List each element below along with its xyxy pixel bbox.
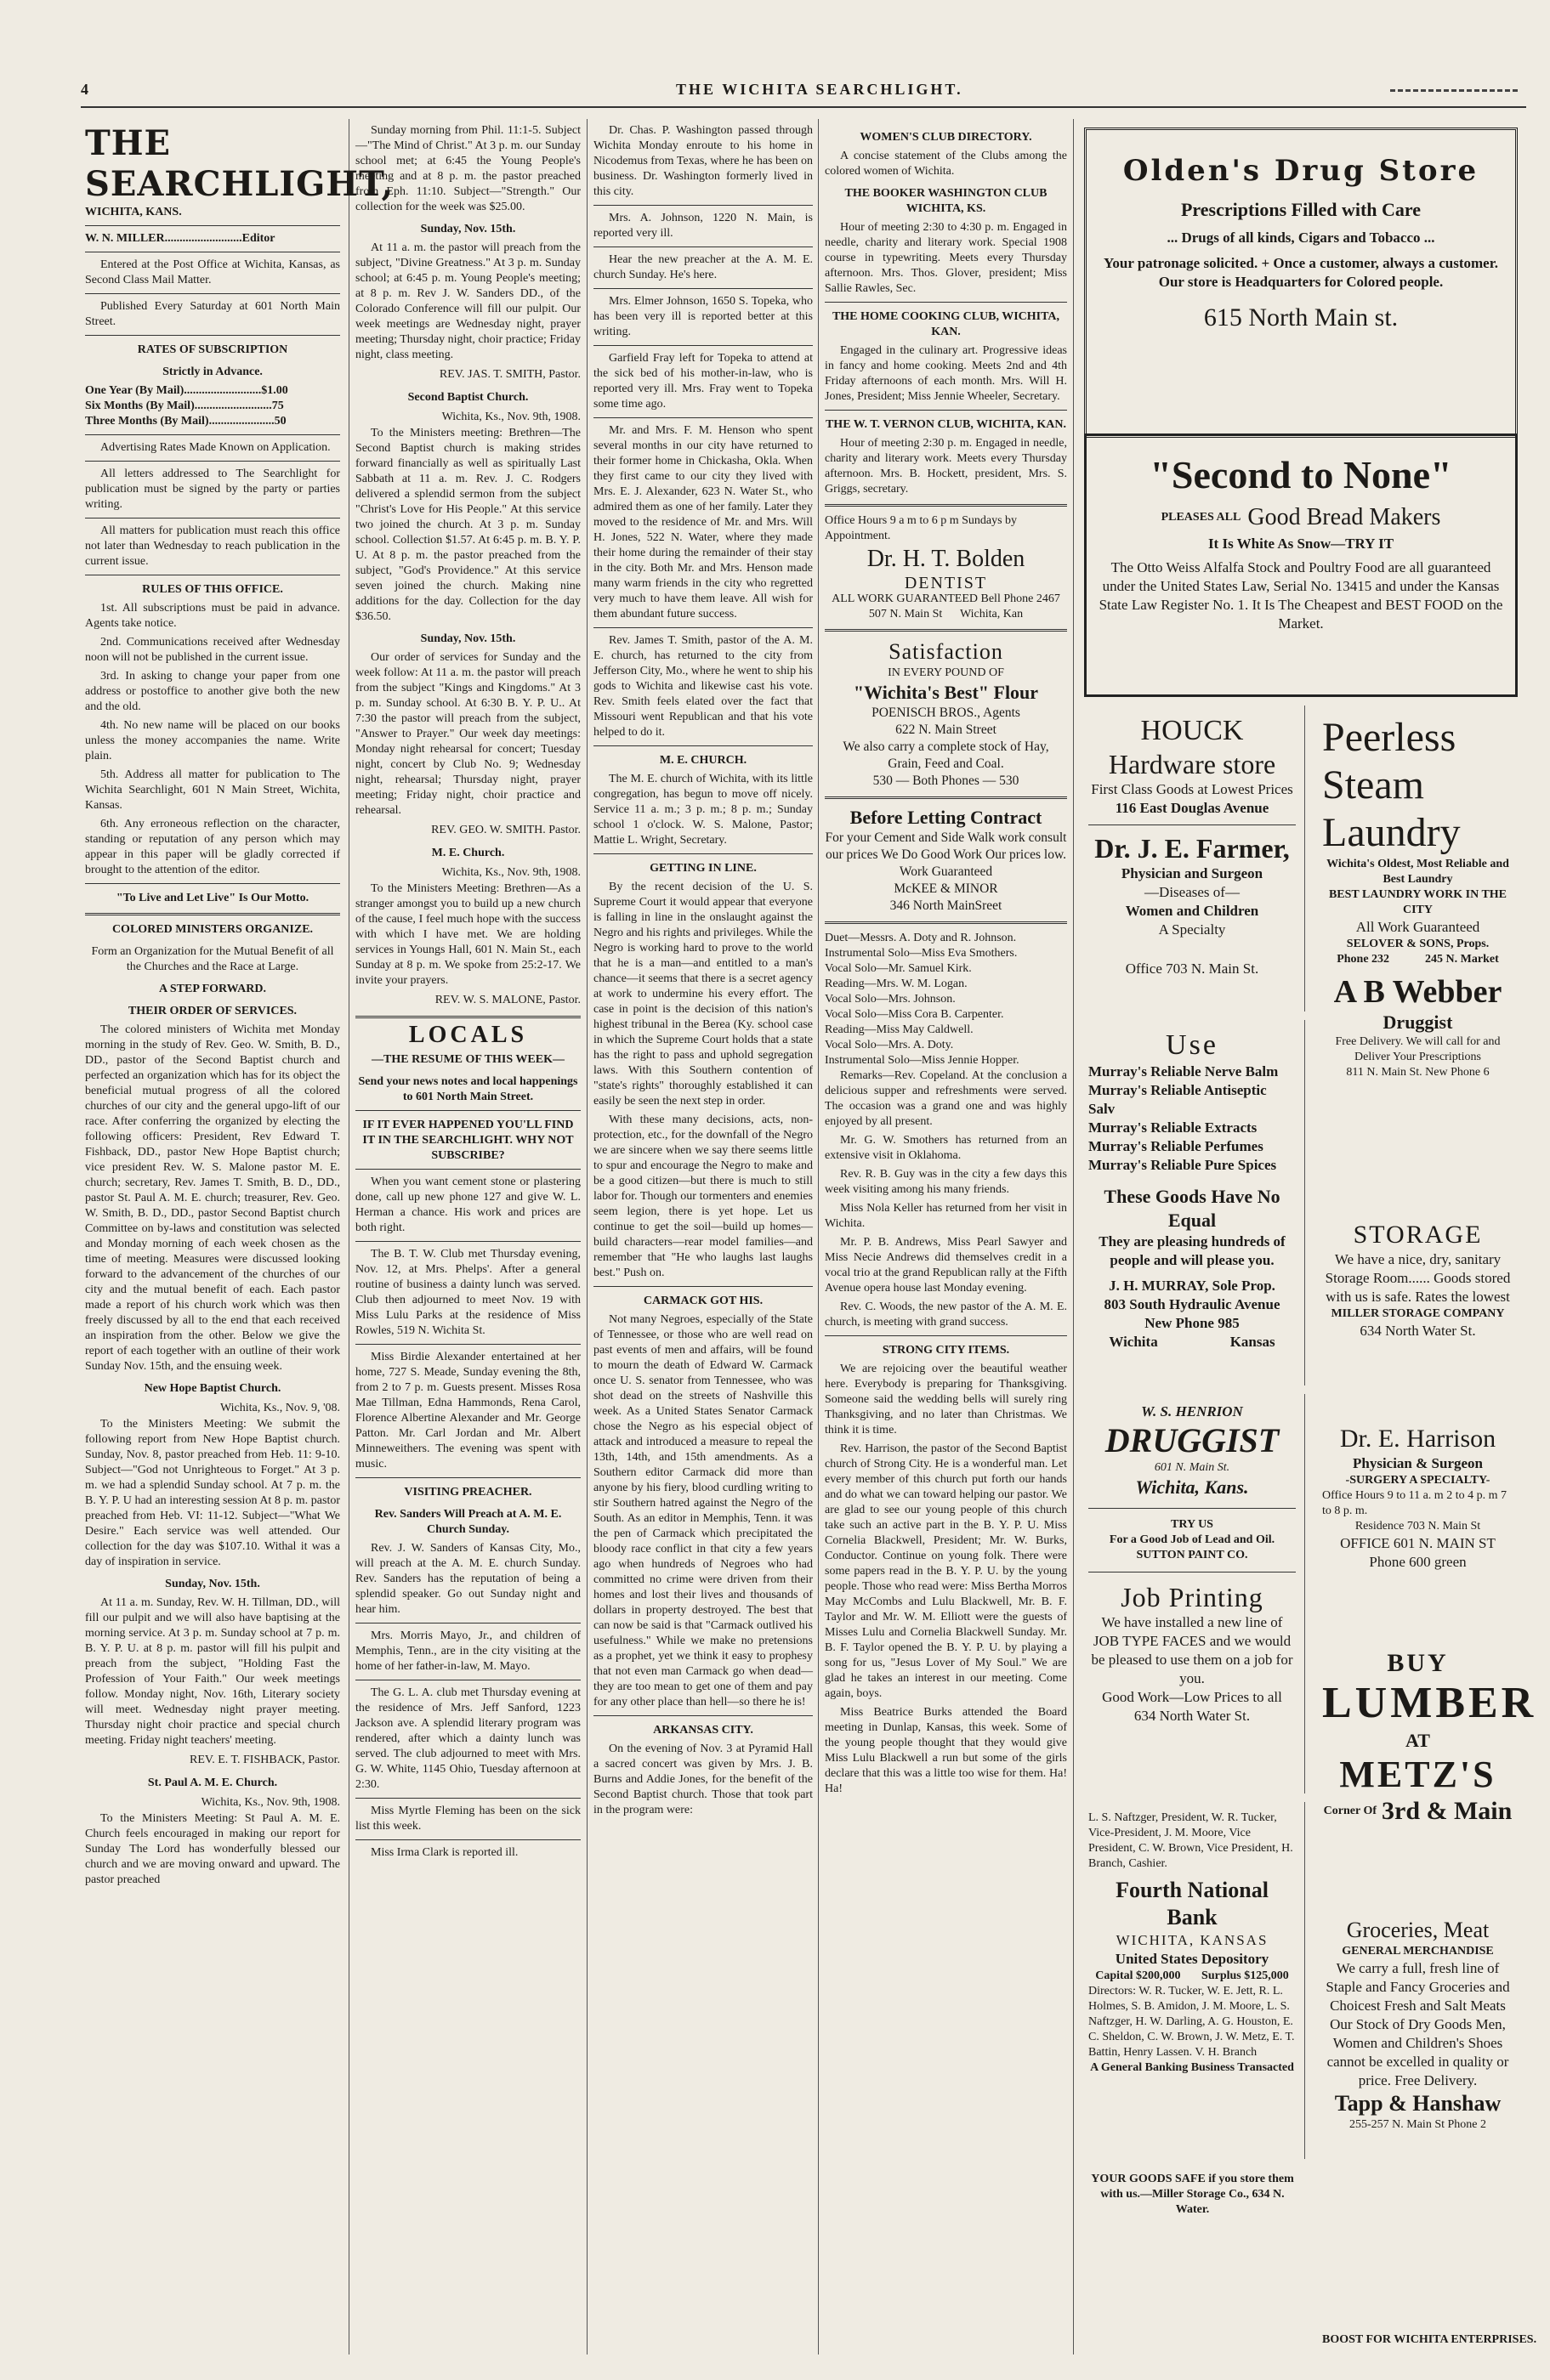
lumber-word: LUMBER xyxy=(1322,1679,1537,1727)
peerless-props: SELOVER & SONS, Props. xyxy=(1346,938,1490,950)
harrison-title: Physician & Surgeon xyxy=(1352,1455,1484,1471)
article-headline: ARKANSAS CITY. xyxy=(653,1724,753,1737)
job-text: We have installed a new line of JOB TYPE FACES and we would be pleased to use them on a job for you. xyxy=(1091,1614,1293,1686)
olden-products: ... Drugs of all kinds, Cigars and Tobacco ... xyxy=(1167,230,1435,246)
lumber-corner-label: Corner Of xyxy=(1323,1805,1377,1817)
column-2 xyxy=(355,123,581,2359)
bank-capital: Capital $200,000 Surplus $125,000 xyxy=(1095,1969,1289,1982)
advertising-rates: Advertising Rates Made Known on Application. xyxy=(100,441,331,454)
harrison-phone: Phone 600 green xyxy=(1369,1554,1467,1570)
column-1 xyxy=(85,123,395,2359)
second-otto: The Otto Weiss Alfalfa Stock and Poultry Food are all guaranteed under the United States Law, Serial No. 13415 and under the Kansas State Law Register No. 1. It Is The Cheapest and BEST FOOD on the Market. xyxy=(1099,559,1503,632)
storage-ad xyxy=(1314,1211,1522,1415)
webber-name: A B Webber xyxy=(1333,974,1502,1010)
article-paragraph: Our order of services for Sunday and the week follow: At 11 a. m. the pastor will preach from the subject "Kings and Kingdoms." At 3 p. m. Sunday school. At 6:30 B. Y. P. U.. At 7:30 the pastor will preach from the subject, "Answer to Prayer." Our week day meetings: Monday night rehearsal for concert; Tuesday night, concert by Club No. 9; Wednesday night, rehearsal; Thursday night, prayer meeting; Friday night, choir practice and rehearsal. xyxy=(355,651,581,817)
houck-name: HOUCK xyxy=(1140,715,1244,746)
club-directory-intro: A concise statement of the Clubs among the colored women of Wichita. xyxy=(825,150,1067,178)
job-address: 634 North Water St. xyxy=(1133,1708,1251,1724)
article-headline: STRONG CITY ITEMS. xyxy=(882,1344,1010,1357)
article-paragraph: At 11 a. m. Sunday, Rev. W. H. Tillman, DD., will fill our pulpit and we will also have baptising at the morning service. At 3 p. m. Sunday school at 7 p. m. B. Y. P. U. at 8 p. m. pastor will fill his pulpit and preach from the subject, "Holding Fast the Profession of Your Faith." Our week meetings follow. Monday night, Nov. 16th, Literary society will meet. Wednesday night prayer meeting. Thursday night choir practice and special church meeting. Friday night teachers' meeting. xyxy=(85,1596,340,1747)
second-to-none-ad xyxy=(1084,434,1518,697)
bolden-guarantee: ALL WORK GUARANTEED Bell Phone 2467 xyxy=(832,592,1060,605)
rule-item: 2nd. Communications received after Wednesday noon will not be published in the current issue. xyxy=(85,636,340,664)
local-item: Mrs. Morris Mayo, Jr., and children of Memphis, Tenn., are in the city visiting at the home of her father-in-law, M. Mayo. xyxy=(355,1629,581,1673)
local-item: Rev. J. W. Sanders of Kansas City, Mo., will preach at the A. M. E. church Sunday. Rev. Sanders has the reputation of being a splendid speaker. Go out Sunday night and hear him. xyxy=(355,1542,581,1616)
program-item: Reading—Mrs. W. M. Logan. xyxy=(825,978,968,990)
flour-address: 622 N. Main Street xyxy=(895,722,996,737)
lumber-corner: 3rd & Main xyxy=(1382,1797,1513,1825)
header-rule xyxy=(81,106,1526,108)
henrion-druggist: DRUGGIST xyxy=(1104,1421,1280,1459)
club-title: THE W. T. VERNON CLUB, WICHITA, KAN. xyxy=(825,418,1067,431)
header-dash-ornament xyxy=(1390,89,1518,92)
article-paragraph: To the Ministers meeting: Brethren—The Second Baptist church is making strides forward financially as well as spiritually Last Sabbath at 11 a. m. Rev. J. C. Rodgers delivered a splendid sermon from the subject "Christ's Love for His People." At this service two joined the church. At 3 p. m. Sunday school. Collection $1.57. At 6:45 p. m. B. Y. P. U. At 8 p. m. the pastor preached from the subject, "God's Providence." At this service seven joined the church. Making nine additions for the day. Collection for the day $36.50. xyxy=(355,427,581,623)
storage-company: MILLER STORAGE COMPANY xyxy=(1331,1307,1505,1320)
harrison-name: Dr. E. Harrison xyxy=(1339,1425,1496,1453)
program-item: Vocal Solo—Mrs. Johnson. xyxy=(825,993,956,1006)
subscribe-prompt: IF IT EVER HAPPENED YOU'LL FIND IT IN THE SEARCHLIGHT. WHY NOT SUBSCRIBE? xyxy=(362,1119,574,1162)
flour-heading: Satisfaction xyxy=(889,639,1003,664)
bank-officers: L. S. Naftzger, President, W. R. Tucker, Vice-President, J. M. Moore, Vice President, C. W. Brown, Vice President, H. Branch, Cashier. xyxy=(1088,1811,1293,1870)
farmer-specialty: A Specialty xyxy=(1158,921,1226,938)
local-item: Mrs. Elmer Johnson, 1650 S. Topeka, who has been very ill is reported better at this writing. xyxy=(593,295,813,338)
houck-address: 116 East Douglas Avenue xyxy=(1115,800,1269,816)
club-description: Engaged in the culinary art. Progressive ideas in fancy and home cooking. Meets 2nd and 4th Friday afternoons of each month. Mrs. Will H. Jones, President; Miss Jennie Wheeler, Secretary. xyxy=(825,344,1067,403)
article-paragraph: Rev. Harrison, the pastor of the Second Baptist church of Strong City. He is a wonderful man. Let every member of this church put forth our hands and do what we can toward helping our pastor. We are glad to see our young people of this church take such an active part in the B. Y. P. U. Miss Cornelia Blackwell, President; Mr. W. Burks, Conductor. Continue on young folk. There were some papers read in the B. Y. P. U. by the young people. Those who read were: Miss Bertha Morros May McCombs and Lulu Blackwell, Mr. B. F. Taylor and Mr. W. M. Elliott were the guests of Misses Lulu and Cornelia Blackwell Sunday. Mr. B. F. Taylor opened the B. Y. P. U. by playing a song for us, "Jesus Lover of My Soul." We are glad he takes an interest in our meeting. Come again, boys. xyxy=(825,1442,1067,1700)
local-item: Hear the new preacher at the A. M. E. church Sunday. He's here. xyxy=(593,253,813,281)
harrison-specialty: -SURGERY A SPECIALTY- xyxy=(1345,1474,1490,1487)
contract-address: 346 North MainSreet xyxy=(889,898,1002,913)
article-paragraph: The colored ministers of Wichita met Monday morning in the study of Rev. Geo. W. Smith, B. D., DD., pastor of the Second Baptist church and perfected an organization which has for its object the beneficial mutual progress of all the colored churches of our city and the general upgo-lift of our race. After conferring the organized by electing the following officers: President, Rev Edward T. Fishback, DD., pastor New Hope Baptist church; vice president Rev. W. S. Malone pastor M. E. church; secretary, Rev. James T. Smith, B. D., DD., pastor St. Paul A. M. E. church; treasurer, Rev. Geo. W. Smith, B. D., DD., pastor Second Baptist church Committee on by-laws and constitution was selected and Monday morning of each week chosen as the time of meeting. Measures were discussed looking forward to the advancement of the churches of our city and the mutual benefit of each. Each pastor made a report of his church work which was then freely discussed by all to the end that each received an inspiration from the other. Below we give the report of each together with an outline of their work Sunday Nov. 15th, and the ensuing week. xyxy=(85,1023,340,1373)
sutton-for: For a Good Job of Lead and Oil. xyxy=(1109,1533,1275,1546)
church-title: Second Baptist Church. xyxy=(407,391,529,404)
henrion-city: Wichita, Kans. xyxy=(1135,1476,1249,1498)
local-item: Mr. and Mrs. F. M. Henson who spent several months in our city have returned to their former home in Chickasha, Okla. When they first came to our city they lived with Mrs. E. J. Alexander, 623 N. Water St., who admired them as one of her family. Later they moved to the residence of Mr. and Mrs. Will H. Jones, 522 N. Water, where they made their home during the remainder of their stay in the city. Both Mr. and Mrs. Henson made many warm friends in the city who regretted very much to have them leave. All wish for them abundant future success. xyxy=(593,424,813,620)
article-headline: VISITING PREACHER. xyxy=(404,1486,532,1499)
article-paragraph: To the Ministers Meeting: We submit the following report from New Hope Baptist church. Sunday, Nov. 8, pastor preached from Heb. 11: 9-10. Subject—"God not Unrighteous to Forget." At 3 p. m. we had a splendid Sunday school. At 7 p. m. the B. Y. P. U had an interesting session At 8 p. m. pastor preached from Heb. VI: 11-12. Subject—"What We Desire." Each service was well attended. Our collection for the day was $107.10. Withal it was a day of inspiration in service. xyxy=(85,1418,340,1568)
bolden-hours: Office Hours 9 a m to 6 p m Sundays by Appointment. xyxy=(825,514,1018,542)
column-3 xyxy=(593,123,813,2359)
local-item: Miss Myrtle Fleming has been on the sick list this week. xyxy=(355,1805,581,1833)
program-item: Instrumental Solo—Miss Jennie Hopper. xyxy=(825,1054,1019,1067)
column-rule-2 xyxy=(587,119,588,2354)
second-good-bread: Good Bread Makers xyxy=(1247,504,1441,530)
olden-address: 615 North Main st. xyxy=(1203,303,1399,332)
olden-tagline: Prescriptions Filled with Care xyxy=(1180,199,1422,220)
flour-name: "Wichita's Best" Flour xyxy=(853,682,1039,703)
harrison-ad xyxy=(1314,1415,1522,1636)
rule-item: 6th. Any erroneous reflection on the character, standing or reputation of any person which may appear in this paper will be gladly corrected if brought to the attention of the editor. xyxy=(85,818,340,876)
rule-item: 3rd. In asking to change your paper from one address or postoffice to another give both the new and the old. xyxy=(85,670,340,713)
murray-city: Wichita Kansas xyxy=(1109,1334,1275,1350)
lumber-metz: METZ'S xyxy=(1339,1754,1496,1795)
bolden-title: DENTIST xyxy=(904,574,988,592)
bank-directors: Directors: W. R. Tucker, W. E. Jett, R. L. Holmes, S. B. Amidon, J. M. Moore, L. S. Naftzger, H. W. Darling, A. G. Houston, E. C. Sheldon, C. W. Brown, J. W. Metz, E. T. Battin, Henry Lassen. V. H. Branch xyxy=(1088,1985,1295,2059)
murray-prop: J. H. MURRAY, Sole Prop. xyxy=(1109,1278,1275,1294)
murray-no-equal: These Goods Have No Equal xyxy=(1104,1186,1280,1231)
article-subheadline: A STEP FORWARD. xyxy=(159,983,266,995)
program-item: Instrumental Solo—Miss Eva Smothers. xyxy=(825,947,1018,960)
metz-lumber-ad xyxy=(1314,1640,1537,1904)
article-paragraph: Sunday morning from Phil. 11:1-5. Subject—"The Mind of Christ." At 3 p. m. our Sunday school met; at 6:45 the Young People's meeting and at 8 p. m. the pastor preached from Eph. 11:10. Subject—"Strength." Our collection for the week was $25.00. xyxy=(355,124,581,213)
peerless-oldest: Wichita's Oldest, Most Reliable and Best Laundry xyxy=(1326,858,1509,886)
local-item: Dr. Chas. P. Washington passed through Wichita Monday enroute to his home in Nicodemus from Texas, where he has been on business. Dr. Washington formerly lived in this city. xyxy=(593,124,813,198)
entered-notice: Entered at the Post Office at Wichita, Kansas, as Second Class Mail Matter. xyxy=(85,258,340,286)
houck-store: Hardware store xyxy=(1108,749,1276,779)
club-directory-title: WOMEN'S CLUB DIRECTORY. xyxy=(860,131,1032,144)
article-paragraph: Miss Beatrice Burks attended the Board meeting in Dunlap, Kansas, this week. Some of the young people thought that they would give Miss Lulu Blackwell a run but some of the girls declare that this was a little too wise for them. Ha! Ha! xyxy=(825,1706,1067,1795)
second-pleases: PLEASES ALL xyxy=(1161,511,1241,524)
send-news-notice: Send your news notes and local happenings to 601 North Main Street. xyxy=(358,1075,578,1103)
church-date: Wichita, Ks., Nov. 9th, 1908. xyxy=(441,866,581,879)
murray-item: Murray's Reliable Pure Spices xyxy=(1088,1157,1277,1173)
farmer-diseases: —Diseases of— xyxy=(1144,884,1240,900)
club-title: THE BOOKER WASHINGTON CLUB WICHITA, KS. xyxy=(844,187,1048,215)
article-subheadline: THEIR ORDER OF SERVICES. xyxy=(128,1005,298,1017)
motto: "To Live and Let Live" Is Our Motto. xyxy=(116,892,309,904)
rate-line: Six Months (By Mail)..........................75 xyxy=(85,400,284,412)
article-paragraph: We are rejoicing over the beautiful weather here. Everybody is preparing for Thanksgiving. Someone said the wedding bells will surely ring Thanksgiving, and no later than Christmas. We think it is time. xyxy=(825,1363,1067,1436)
harrison-residence: Residence 703 N. Main St xyxy=(1354,1520,1481,1533)
murray-item: Murray's Reliable Extracts xyxy=(1088,1119,1258,1136)
local-item: Rev. R. B. Guy was in the city a few days this week visiting among his many friends. xyxy=(825,1168,1067,1196)
murray-address: 803 South Hydraulic Avenue xyxy=(1104,1296,1280,1312)
peerless-name: Peerless Steam Laundry xyxy=(1322,715,1461,855)
bank-name: Fourth National Bank xyxy=(1116,1878,1269,1930)
peerless-guaranteed: All Work Guaranteed xyxy=(1355,919,1480,935)
article-headline: COLORED MINISTERS ORGANIZE. xyxy=(111,923,314,936)
page-number: 4 xyxy=(81,81,91,98)
tapp-text: We carry a full, fresh line of Staple and Fancy Groceries and Choicest Fresh and Salt Meats Our Stock of Dry Goods Men, Women and Children's Shoes cannot be excelled in quality or price. Free Delivery. xyxy=(1326,1960,1510,2088)
rules-title: RULES OF THIS OFFICE. xyxy=(142,583,283,596)
local-item: The B. T. W. Club met Thursday evening, Nov. 12, at Mrs. Phelps'. After a general routine of business a dainty lunch was served. Club then adjourned to meet Nov. 19 with Miss Lulu Parks at the residence of Miss Rowles, 519 N. Wichita St. xyxy=(355,1248,581,1337)
farmer-office: Office 703 N. Main St. xyxy=(1125,960,1259,977)
tapp-heading: Groceries, Meat xyxy=(1346,1918,1490,1942)
miller-storage-note xyxy=(1080,2163,1305,2240)
local-item: The G. L. A. club met Thursday evening at the residence of Mrs. Jeff Sanford, 1223 Jackson ave. A splendid literary program was rendered, after which a dainty lunch was served. The club adjourned to meet with Mrs. G. W. White, 1145 Ohio, Tuesday afternoon at 2:30. xyxy=(355,1686,581,1791)
church-title: M. E. Church. xyxy=(431,847,505,859)
local-item: Mr. P. B. Andrews, Miss Pearl Sawyer and Miss Necie Andrews did themselves credit in a vocal trio at the grand Republican rally at the Fifth Avenue opera house last Monday evening. xyxy=(825,1236,1067,1295)
local-item: Miss Irma Clark is reported ill. xyxy=(371,1846,519,1859)
article-paragraph: To the Ministers Meeting: Brethren—As a stranger amongst you to build up a new church of the cause, I feel much hope with the success with which I have met. We are holding services in Youngs Hall, 601 N. Main St., each Sunday at 8 p. m. We spoke from 25:2-17. We invite your prayers. xyxy=(355,882,581,987)
henrion-sutton-job-ads xyxy=(1080,1394,1305,1794)
letters-notice: All letters addressed to The Searchlight for publication must be signed by the party or parties writing. xyxy=(85,468,340,511)
section-date: Sunday, Nov. 15th. xyxy=(420,223,516,235)
local-item: When you want cement stone or plastering done, call up new phone 127 and give W. L. Herman a chance. His work and prices are both right. xyxy=(355,1176,581,1234)
rate-line: Three Months (By Mail)......................50 xyxy=(85,415,287,428)
olden-drug-store-ad xyxy=(1084,128,1518,438)
murray-item: Murray's Reliable Antiseptic Salv xyxy=(1088,1082,1267,1117)
storage-heading: STORAGE xyxy=(1353,1221,1483,1249)
pastor-signature: REV. JAS. T. SMITH, Pastor. xyxy=(439,368,581,381)
local-item: Miss Nola Keller has returned from her visit in Wichita. xyxy=(825,1202,1067,1230)
program-item: Vocal Solo—Mrs. A. Doty. xyxy=(825,1039,954,1051)
contract-heading: Before Letting Contract xyxy=(849,807,1042,828)
article-headline: CARMACK GOT HIS. xyxy=(643,1295,764,1307)
sutton-name: SUTTON PAINT CO. xyxy=(1136,1549,1248,1561)
matters-notice: All matters for publication must reach this office not later than Wednesday to reach publication in the current issue. xyxy=(85,524,340,568)
second-white: It Is White As Snow—TRY IT xyxy=(1207,536,1394,552)
club-description: Hour of meeting 2:30 to 4:30 p. m. Engaged in needle, charity and literary work. Special 1908 course in typewriting. Meets every Thursday afternoon. Mrs. Thos. Glover, president; Miss Sallie Rawles, Sec. xyxy=(825,221,1067,295)
rule-item: 4th. No new name will be placed on our books unless the money accompanies the name. Write plain. xyxy=(85,719,340,762)
webber-storage-ads xyxy=(1314,965,1522,1194)
program-item: Reading—Miss May Caldwell. xyxy=(825,1023,974,1036)
henrion-name: W. S. HENRION xyxy=(1141,1403,1243,1420)
article-paragraph: On the evening of Nov. 3 at Pyramid Hall a sacred concert was given by Mrs. J. B. Burns and Addie Jones, for the benefit of the Second Baptist church. Those that took part in the program were: xyxy=(593,1742,813,1816)
houck-farmer-ads xyxy=(1080,706,1305,1012)
farmer-wc: Women and Children xyxy=(1125,903,1259,919)
program-item: Vocal Solo—Mr. Samuel Kirk. xyxy=(825,962,972,975)
bank-city: WICHITA, KANSAS xyxy=(1116,1932,1269,1948)
fourth-national-bank-ad xyxy=(1080,1802,1305,2159)
article-paragraph: Remarks—Rev. Copeland. At the conclusion a delicious supper and refreshments were served. The occasion was a grand one and was highly enjoyed by all present. xyxy=(825,1069,1067,1128)
peerless-phone: Phone 232 245 N. Market xyxy=(1337,953,1499,966)
olden-name: Olden's Drug Store xyxy=(1122,154,1479,188)
tapp-hanshaw-ad xyxy=(1314,1908,1522,2248)
farmer-name: Dr. J. E. Farmer, xyxy=(1094,833,1290,864)
webber-druggist: Druggist xyxy=(1383,1012,1453,1033)
article-paragraph: At 11 a. m. the pastor will preach from the subject, "Divine Greatness." At 3 p. m. Sunday school; at 6:45 p. m. Young People's meeting; at 8 p. m. Rev J. W. Sanders DD., of the Colorado Conference will fill our pulpit. Our week meetings are Wednesday night, prayer meeting; Thursday night, choir practice; Friday night, class meeting. xyxy=(355,241,581,361)
peerless-laundry-ad xyxy=(1314,706,1522,966)
rates-subtitle: Strictly in Advance. xyxy=(162,366,263,378)
houck-first-class: First Class Goods at Lowest Prices xyxy=(1091,781,1293,797)
tapp-subheading: GENERAL MERCHANDISE xyxy=(1342,1945,1494,1958)
church-title: St. Paul A. M. E. Church. xyxy=(147,1776,278,1789)
storage-address: 634 North Water St. xyxy=(1360,1323,1476,1339)
church-date: Wichita, Ks., Nov. 9, '08. xyxy=(219,1402,340,1414)
column-rule-3 xyxy=(818,119,819,2354)
boost-footer: BOOST FOR WICHITA ENTERPRISES. xyxy=(1322,2333,1537,2346)
article-paragraph: To the Ministers Meeting: St Paul A. M. E. Church feels encouraged in making our report for Sunday The Lord has wonderfully blessed our church and we are moving onward and upward. The pastor preached xyxy=(85,1812,340,1886)
rule-item: 1st. All subscriptions must be paid in advance. Agents take notice. xyxy=(85,602,340,630)
article-headline: M. E. CHURCH. xyxy=(659,754,747,767)
webber-address: 811 N. Main St. New Phone 6 xyxy=(1346,1066,1490,1079)
column-4 xyxy=(825,123,1067,2359)
local-item: Mrs. A. Johnson, 1220 N. Main, is reported very ill. xyxy=(593,212,813,240)
flour-agents: POENISCH BROS., Agents xyxy=(872,706,1020,720)
second-heading: "Second to None" xyxy=(1150,453,1452,496)
murray-pleasing: They are pleasing hundreds of people and will please you. xyxy=(1099,1233,1286,1268)
local-item: Miss Birdie Alexander entertained at her home, 727 S. Meade, Sunday evening the 8th, from 2 to 7 p. m. Guests present. Misses Rosa Mae Tillman, Edna Hammonds, Rena Carol, Florence Albertine Alexander and Mr. George Patton. Mr. Carl Jordan and Mr. Albert Minneweithers. The evening was spent with music. xyxy=(355,1351,581,1470)
locals-heading: LOCALS xyxy=(408,1022,528,1048)
published-notice: Published Every Saturday at 601 North Main Street. xyxy=(85,300,340,328)
job-good-work: Good Work—Low Prices to all xyxy=(1102,1689,1282,1705)
local-item: Rev. James T. Smith, pastor of the A. M. E. church, has returned to the city from Jefferson City, Mo., where he went to ship his gods to Wichita and likewise cast his vote. Rev. Smith feels elated over the fact that Missouri went Republican and that his vote helped to do it. xyxy=(593,634,813,739)
pastor-signature: REV. GEO. W. SMITH. Pastor. xyxy=(431,824,581,836)
article-subheadline: Rev. Sanders Will Preach at A. M. E. Church Sunday. xyxy=(374,1508,562,1536)
sutton-try: TRY US xyxy=(1171,1518,1213,1531)
henrion-address: 601 N. Main St. xyxy=(1154,1461,1230,1474)
contract-text: For your Cement and Side Walk work consult our prices We Do Good Work Our prices low. Work Guaranteed xyxy=(825,830,1067,879)
church-date: Wichita, Ks., Nov. 9th, 1908. xyxy=(441,411,581,423)
article-paragraph: With these many decisions, acts, non-protection, etc., for the downfall of the Negro we are sincere when we say there seems little to spur and encourage the Negro to make and be a good citizen—but there is much to still labor for. Though our tormenters and enemies seem legion, there is yet hope. Let us continue to get the soil—build up homes—build characters—rear model families—and remember that "He who laughs last laughs best." Push on. xyxy=(593,1114,813,1279)
flour-text: We also carry a complete stock of Hay, Grain, Feed and Coal. xyxy=(843,740,1049,771)
local-item: Rev. C. Woods, the new pastor of the A. M. E. church, is meeting with grand success. xyxy=(825,1300,1067,1329)
article-headline: GETTING IN LINE. xyxy=(650,862,757,875)
club-title: THE HOME COOKING CLUB, WICHITA, KAN. xyxy=(832,310,1060,338)
article-subheadline: Form an Organization for the Mutual Benefit of all the Churches and the Race at Large. xyxy=(91,945,334,973)
flour-phones: 530 — Both Phones — 530 xyxy=(872,774,1019,788)
murray-phone: New Phone 985 xyxy=(1144,1315,1240,1331)
tapp-name: Tapp & Hanshaw xyxy=(1334,2091,1502,2116)
bolden-address: 507 N. Main St Wichita, Kan xyxy=(868,608,1024,620)
storage-text: We have a nice, dry, sanitary Storage Room...... Goods stored with us is safe. Rates the lowest xyxy=(1325,1251,1511,1305)
webber-free-delivery: Free Delivery. We will call for and Deliver Your Prescriptions xyxy=(1335,1035,1501,1063)
peerless-best: BEST LAUNDRY WORK IN THE CITY xyxy=(1328,888,1507,916)
editor-line: W. N. MILLER..........................Editor xyxy=(85,232,275,245)
murray-ad xyxy=(1080,1020,1305,1386)
club-description: Hour of meeting 2:30 p. m. Engaged in needle, charity and literary work. Meets every Thursday afternoon. Mrs. B. Hockett, president, Mrs. S. Griggs, secretary. xyxy=(825,437,1067,496)
bolden-name: Dr. H. T. Bolden xyxy=(866,546,1025,572)
article-paragraph: Not many Negroes, especially of the State of Tennessee, or those who are well read on past events of men and affairs, will be found to mourn the death of Edward W. Carmack once U. S. senator from Tennessee, who was shot dead on the streets of Nashville this week. As a United States Senator Carmack chose the Negro as his especial object of attack and introduced a measure to repeal the 13th, 14th, and 15th amendments. As a Southern editor Carmack did more than anyone by his fiery, blood curdling writing to stir Southern hatred against the Negro of the South. As an editor in Memphis, Tenn. it was the pen of Carmack which precipitated the bloody race conflict in that city a few years ago when hundreds of Negroes who had committed no crime were driven from their homes and lost their lives and thousands of dollars in property destroyed. The best that can now be said is that "Carmack outlived his usefulness." While we make no pretensions as a prophet, yet we think it easy to prophesy that not even man Carmack go when dead—they are too mean to get one of them and pay for any other place than hell—so there he is! xyxy=(593,1313,813,1708)
church-title: New Hope Baptist Church. xyxy=(144,1382,281,1395)
murray-item: Murray's Reliable Perfumes xyxy=(1088,1138,1263,1154)
section-date: Sunday, Nov. 15th. xyxy=(420,632,516,645)
flour-subheading: IN EVERY POUND OF xyxy=(888,666,1004,679)
rate-line: One Year (By Mail)..........................$1.00 xyxy=(85,384,288,397)
job-heading: Job Printing xyxy=(1121,1582,1263,1612)
section-date: Sunday, Nov. 15th. xyxy=(165,1578,260,1590)
masthead-location: WICHITA, KANS. xyxy=(85,206,182,218)
newspaper-title: THE WICHITA SEARCHLIGHT. xyxy=(676,81,963,98)
article-paragraph: By the recent decision of the U. S. Supreme Court it would appear that everyone is falling in line in the onslaught against the Negro and his rights and privileges. While the Negro is working hard to prove to the world that he is a man—and entitled to a man's chance—it seems that there is a secret agency at work to undermine his every effort. The case in point is the decision of this nation's highest tribunal in the Berea (Ky. school case in which the Supreme Court holds that a state has the right to pass and uphold segregation laws. With this Southern contention of "state's rights" thoroughly established it can easily be seen the next step in order. xyxy=(593,881,813,1108)
pastor-signature: REV. W. S. MALONE, Pastor. xyxy=(434,994,581,1006)
olden-patronage: Your patronage solicited. + Once a customer, always a customer. Our store is Headquarters for Colored people. xyxy=(1104,255,1498,290)
farmer-title: Physician and Surgeon xyxy=(1121,865,1263,881)
rule-item: 5th. Address all matter for publication to The Wichita Searchlight, 601 N Main Street, Wichita, Kansas. xyxy=(85,768,340,812)
harrison-office: OFFICE 601 N. MAIN ST xyxy=(1340,1535,1496,1551)
bank-general: A General Banking Business Transacted xyxy=(1090,2061,1294,2074)
lumber-at: AT xyxy=(1405,1730,1430,1751)
column-rule-4 xyxy=(1073,119,1074,2354)
lumber-buy: BUY xyxy=(1387,1649,1449,1677)
program-item: Duet—Messrs. A. Doty and R. Johnson. xyxy=(825,932,1017,944)
miller-text: YOUR GOODS SAFE if you store them with us.—Miller Storage Co., 634 N. Water. xyxy=(1091,2173,1294,2216)
local-item: Garfield Fray left for Topeka to attend at the sick bed of his mother-in-law, who is reported very ill. Mrs. Fray went to Topeka some time ago. xyxy=(593,352,813,411)
local-item: Mr. G. W. Smothers has returned from an extensive visit in Oklahoma. xyxy=(825,1134,1067,1162)
pastor-signature: REV. E. T. FISHBACK, Pastor. xyxy=(190,1754,340,1766)
rates-title: RATES OF SUBSCRIPTION xyxy=(137,343,288,356)
tapp-address: 255-257 N. Main St Phone 2 xyxy=(1349,2118,1486,2131)
church-date: Wichita, Ks., Nov. 9th, 1908. xyxy=(201,1796,340,1809)
contract-name: McKEE & MINOR xyxy=(894,881,998,896)
locals-subheading: —THE RESUME OF THIS WEEK— xyxy=(372,1053,565,1066)
murray-use: Use xyxy=(1166,1029,1218,1061)
local-item: The M. E. church of Wichita, with its little congregation, has begun to move off nicely. Service 11 a. m.; 3 p. m.; 8 p. m.; Sunday school 1 o'clock. W. S. Malone, Pastor; Mattie L. Wright, Secretary. xyxy=(593,773,813,847)
masthead: THE SEARCHLIGHT, xyxy=(85,123,395,204)
harrison-hours: Office Hours 9 to 11 a. m 2 to 4 p. m 7 to 8 p. m. xyxy=(1322,1489,1507,1517)
bank-depository: United States Depository xyxy=(1115,1951,1269,1967)
program-item: Vocal Solo—Miss Cora B. Carpenter. xyxy=(825,1008,1004,1021)
murray-item: Murray's Reliable Nerve Balm xyxy=(1088,1063,1279,1080)
